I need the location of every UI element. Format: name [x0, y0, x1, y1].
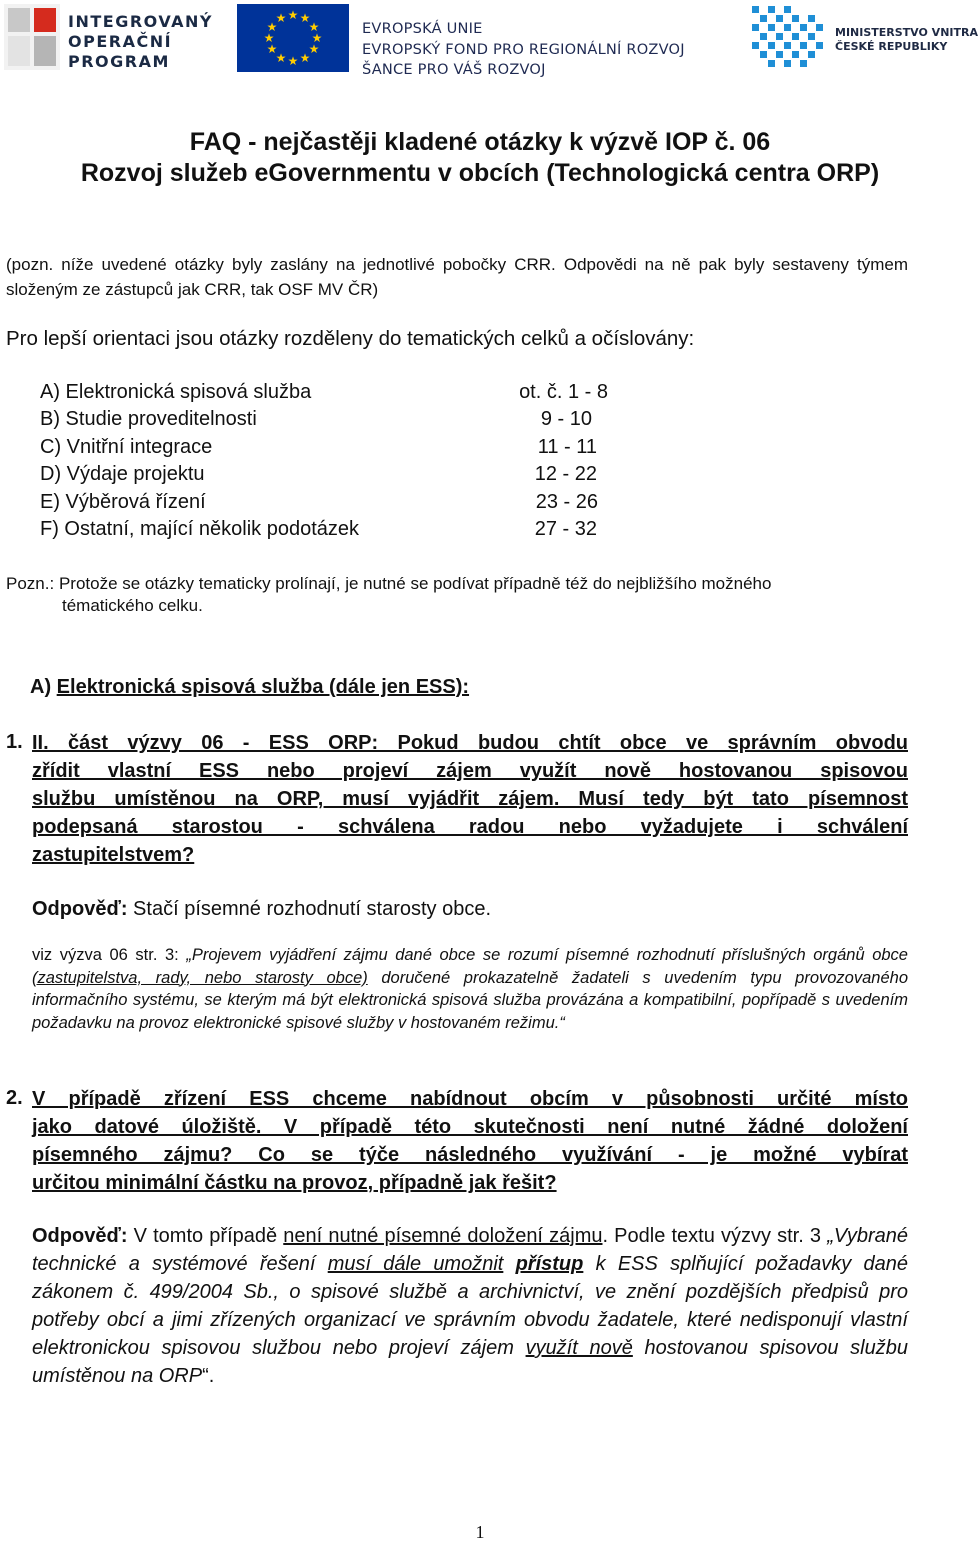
question-line: zřídit vlastní ESS nebo projeví zájem využít nově hostovanou spisovou [32, 760, 908, 782]
svg-text:★: ★ [299, 51, 311, 65]
orientation-text: Pro lepší orientaci jsou otázky rozděleny do tematických celků a očíslovány: [6, 327, 695, 350]
svg-text:★: ★ [308, 20, 320, 34]
toc-item-label: F) Ostatní, mající několik podotázek [40, 518, 360, 540]
mv-dots-icon [752, 6, 828, 72]
svg-text:★: ★ [308, 42, 320, 56]
section-letter: A) [30, 676, 52, 698]
answer-part: . Podle textu výzvy str. 3 [602, 1225, 828, 1247]
section-title: Elektronická spisová služba (dále jen ESS): [56, 676, 470, 698]
iop-line-2: OPERAČNÍ [68, 32, 173, 51]
answer-2 [32, 1222, 908, 1390]
eu-line-2: EVROPSKÝ FOND PRO REGIONÁLNÍ ROZVOJ [362, 40, 685, 58]
question-number: 1. [6, 731, 23, 753]
eu-line-1: EVROPSKÁ UNIE [362, 20, 483, 37]
svg-text:★: ★ [266, 20, 278, 34]
answer-quote: k ESS splňující požadavky dané zákonem č. 499/2004 Sb., o spisové službě a archivnictví, ve znění pozdějších předpisů pro potřeby obcí a jimi zřízených organizací ve správním obvodu žadatele, které nedisponují vlastní elektronickou spisovou službou nebo projeví zájem [32, 1253, 908, 1359]
title-line-2: Rozvoj služeb eGovernmentu v obcích (Technologická centra ORP) [80, 159, 880, 187]
title-line-1: FAQ - nejčastěji kladené otázky k výzvě IOP č. 06 [189, 128, 771, 156]
note-paragraph [6, 573, 916, 617]
svg-text:★: ★ [263, 31, 275, 45]
ref-quote-a: „Projevem vyjádření zájmu dané obce se rozumí písemné rozhodnutí příslušných orgánů obce [186, 946, 908, 964]
answer-quote-bold: přístup [515, 1253, 584, 1275]
note-prefix: Pozn.: [6, 574, 55, 593]
toc-item-label: C) Vnitřní integrace [40, 436, 213, 458]
mv-line-2: ČESKÉ REPUBLIKY [835, 40, 948, 53]
toc-item-label: A) Elektronická spisová služba [40, 381, 312, 403]
iop-line-3: PROGRAM [68, 52, 170, 71]
toc-item-range: 9 - 10 [540, 408, 592, 430]
iop-line-1: INTEGROVANÝ [68, 12, 213, 31]
toc-item-range: ot. č. 1 - 8 [519, 381, 608, 403]
answer-quote-underlined: musí dále umožnit [327, 1253, 504, 1275]
intro-paragraph: (pozn. níže uvedené otázky byly zaslány na jednotlivé pobočky CRR. Odpovědi na ně pak byly sestaveny týmem složeným ze zástupců jak CRR, tak OSF MV ČR) [6, 255, 908, 299]
eu-flag [237, 4, 349, 72]
toc-item-label: E) Výběrová řízení [40, 491, 206, 513]
toc-item-range: 27 - 32 [534, 518, 597, 540]
iop-emblem-icon [4, 4, 60, 70]
toc-item-label: B) Studie proveditelnosti [40, 408, 257, 430]
section-heading [30, 676, 469, 699]
iop-logo [4, 4, 60, 70]
question-line: určitou minimální částku na provoz, případně jak řešit? [32, 1172, 557, 1194]
toc-item-range: 12 - 22 [534, 463, 597, 485]
svg-text:★: ★ [275, 51, 287, 65]
ref-prefix: viz výzva 06 str. 3: [32, 946, 187, 964]
question-number: 2. [6, 1087, 23, 1109]
answer-1 [32, 895, 908, 923]
toc-item-range: 23 - 26 [535, 491, 598, 513]
svg-text:★: ★ [266, 42, 278, 56]
toc-item-range: 11 - 11 [537, 436, 597, 458]
svg-text:★: ★ [299, 11, 311, 25]
note-line-1: Protože se otázky tematicky prolínají, je nutné se podívat případně též do nejbližšího možného [58, 574, 772, 593]
question-line: zastupitelstvem? [32, 844, 195, 866]
question-line: službu umístěnou na ORP, musí vyjádřit zájem. Musí tedy být tato písemnost [32, 788, 908, 810]
svg-text:★: ★ [287, 8, 299, 22]
page-number: 1 [475, 1522, 485, 1542]
answer-part: V tomto případě [127, 1225, 284, 1247]
ref-quote-b: doručené prokazatelně žadateli s uvedením typu provozovaného informačního systému, se kterým má být elektronická spisová služba provázána a kompatibilní, popřípadě s uvedením požadavku na provoz elektronické spisové služby v hostovaném režimu.“ [32, 968, 908, 1032]
header-logos [0, 0, 978, 80]
eu-stars-icon [237, 4, 349, 72]
answer-quote-end: “. [202, 1365, 215, 1387]
question-line: V případě zřízení ESS chceme nabídnout obcím v působnosti určité místo [32, 1088, 908, 1110]
answer-quote: hostovanou spisovou službu umístěnou na ORP [32, 1337, 908, 1387]
note-line-2: tématického celku. [62, 596, 203, 615]
answer-label: Odpověď: [32, 898, 128, 920]
answer-text: Stačí písemné rozhodnutí starosty obce. [127, 898, 492, 920]
answer-quote-underlined: využít nově [525, 1337, 633, 1359]
mv-line-1: MINISTERSTVO VNITRA [835, 26, 978, 39]
question-line: jako datové úložiště. V případě této skutečnosti není nutné žádné doložení [32, 1116, 908, 1138]
svg-text:★: ★ [275, 11, 287, 25]
toc-item-label: D) Výdaje projektu [40, 463, 205, 485]
page-title [0, 127, 960, 189]
question-line: podepsaná starostou - schválena radou nebo vyžadujete i schválení [32, 816, 908, 838]
mv-logo [752, 6, 828, 72]
question-line: II. část výzvy 06 - ESS ORP: Pokud budou chtít obce ve správním obvodu [32, 732, 908, 754]
mv-wordmark [835, 26, 978, 54]
answer-part-underlined: není nutné písemné doložení zájmu [283, 1225, 603, 1247]
answer-1-reference [32, 944, 908, 1034]
svg-text:★: ★ [311, 31, 323, 45]
answer-label: Odpověď: [32, 1225, 128, 1247]
ref-quote-underlined: (zastupitelstva, rady, nebo starosty obce) [32, 968, 368, 987]
svg-text:★: ★ [287, 54, 299, 68]
answer-quote [503, 1253, 515, 1275]
answer-quote: „Vybrané technické a systémové řešení [32, 1225, 908, 1275]
eu-wordmark [362, 19, 685, 81]
iop-wordmark [68, 12, 213, 72]
eu-line-3: ŠANCE PRO VÁŠ ROZVOJ [362, 61, 546, 78]
question-line: písemného zájmu? Co se týče následného využívání - je možné vybírat [32, 1144, 908, 1166]
